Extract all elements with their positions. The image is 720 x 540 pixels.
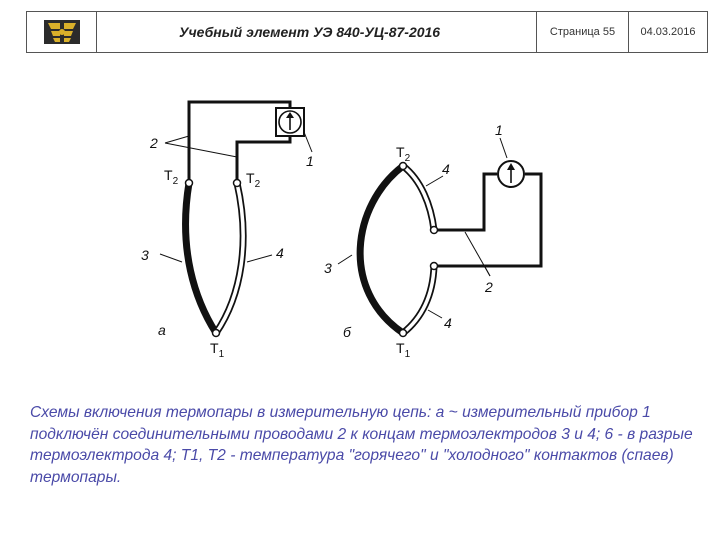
- a-junction-t2-right: [234, 180, 241, 187]
- b-label-electrode-3: 3: [324, 260, 332, 276]
- b-connecting-wire-lower: [434, 174, 541, 266]
- b-leader-electrode-3: [338, 255, 352, 264]
- b-label-electrode-4-top: 4: [442, 161, 450, 177]
- b-leader-electrode-4-bottom: [428, 310, 442, 318]
- b-junction-break-upper: [431, 227, 438, 234]
- b-junction-break-lower: [431, 263, 438, 270]
- a-leader-wires-2: [165, 143, 237, 157]
- b-leader-electrode-4-top: [426, 176, 443, 186]
- b-thermoelectrode-4-upper-outer: [403, 166, 434, 230]
- b-label-t1: $T_1$: [396, 340, 411, 360]
- a-label-electrode-3: 3: [141, 247, 149, 263]
- b-label-electrode-4-bottom: 4: [444, 315, 452, 331]
- document-title: Учебный элемент УЭ 840-УЦ-87-2016: [179, 24, 441, 40]
- a-measuring-instrument: [276, 108, 304, 136]
- diagram-a: [141, 102, 314, 360]
- b-leader-meter: [500, 138, 507, 158]
- a-label-letter: а: [158, 322, 166, 338]
- a-leader-meter: [304, 132, 312, 152]
- b-label-meter: 1: [495, 122, 503, 138]
- a-junction-t1: [213, 330, 220, 337]
- b-label-t2: $T_2$: [396, 144, 411, 164]
- b-measuring-instrument: [498, 161, 524, 187]
- page-number: Страница 55: [549, 26, 616, 38]
- a-label-meter: 1: [306, 153, 314, 169]
- a-label-electrode-4: 4: [276, 245, 284, 261]
- figure-caption: Схемы включения термопары в измерительную цепь: а ~ измерительный прибор 1 подключён соединительными проводами 2 к концам термоэлектродов 3 и 4; 6 - в разрые термоэлектрода 4; Т1, Т2 - температура "горячего" и "холодного" контактов (спаев) термопары.: [30, 404, 693, 486]
- a-label-t2-right: $T_2$: [246, 170, 261, 190]
- a-label-wires: 2: [150, 135, 158, 151]
- a-leader-electrode-4: [247, 255, 272, 262]
- a-junction-t2-left: [186, 180, 193, 187]
- a-connecting-wire-right: [237, 136, 290, 183]
- a-leader-electrode-3: [160, 254, 182, 262]
- b-thermoelectrode-3: [360, 166, 403, 333]
- b-connecting-wire-upper: [434, 174, 497, 230]
- b-junction-t1: [400, 330, 407, 337]
- diagram-b: [324, 122, 541, 360]
- a-leader-wires-1: [165, 136, 189, 143]
- b-label-letter: б: [343, 324, 351, 340]
- a-thermoelectrode-3: [186, 183, 216, 333]
- a-label-t1: $T_1$: [210, 340, 225, 360]
- b-thermoelectrode-4-lower-inner: [403, 266, 434, 333]
- b-label-wires: 2: [485, 279, 493, 295]
- b-leader-wires-2: [485, 267, 490, 276]
- document-date: 04.03.2016: [640, 26, 696, 38]
- a-label-t2-left: $T_2$: [164, 167, 179, 187]
